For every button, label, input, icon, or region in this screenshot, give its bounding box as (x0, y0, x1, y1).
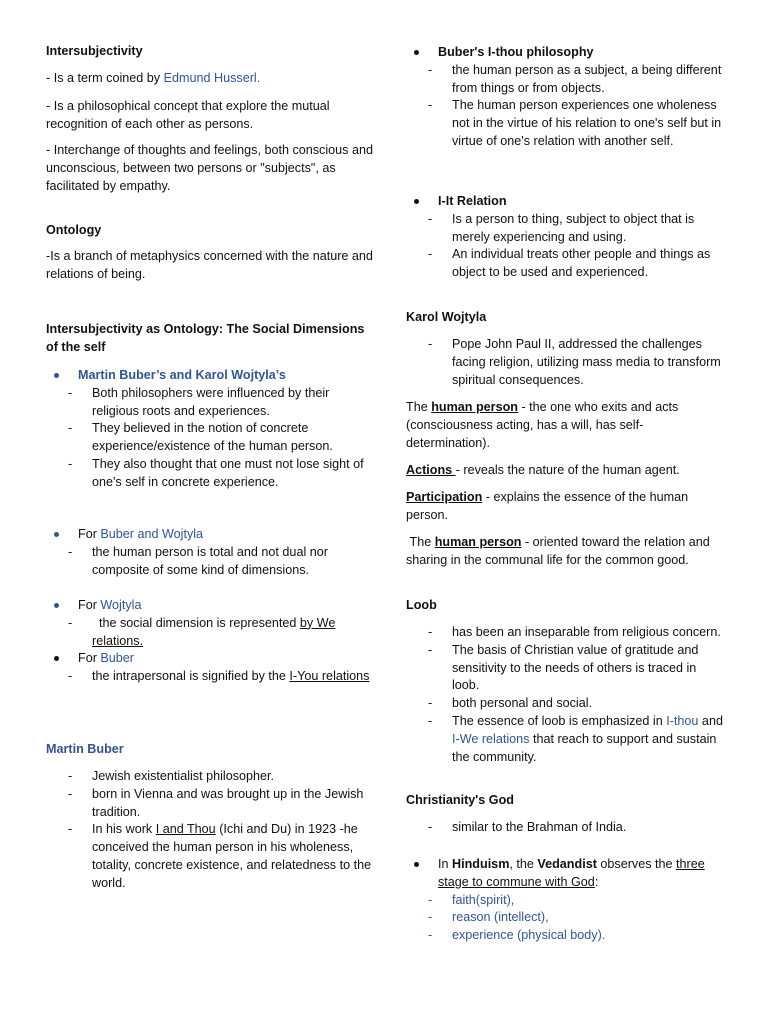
intersubjectivity-section (46, 43, 376, 61)
list-item: - experience (physical body). (428, 928, 606, 943)
loob-heading: Loob (406, 598, 437, 612)
bullet-icon (414, 856, 419, 874)
husserl-link: Edmund Husserl. (163, 71, 261, 85)
bullet-icon (414, 193, 419, 211)
list-item: - born in Vienna and was brought up in the Jewish tradition. (68, 786, 364, 819)
list-item: - the intrapersonal is signified by the I-You relations (68, 668, 370, 683)
bullet-for-buber: For Buber - the intrapersonal is signified by the I-You relations (46, 650, 376, 686)
list-item: - Is a person to thing, subject to object that is merely experiencing and using. (428, 211, 695, 244)
list-item: - Pope John Paul II, addressed the challenges facing religion, utilizing mass media to transform spiritual consequences. (428, 337, 721, 387)
christianity-god-heading: Christianity's God (406, 793, 514, 807)
list-item: - An individual treats other people and things as object to be used and experienced. (428, 247, 711, 280)
bullet-icon (54, 526, 59, 544)
bullet-for-wojtyla: For Wojtyla - the social dimension is represented by We relations. (46, 597, 376, 650)
human-person-def-2: The human person - oriented toward the relation and sharing in the communal life for the common good. (406, 535, 710, 567)
karol-wojtyla-list (406, 336, 724, 389)
ontology-p1: -Is a branch of metaphysics concerned with the nature and relations of being. (46, 249, 373, 281)
iit-section: I-It Relation - Is a person to thing, subject to object that is merely experiencing and using. - An individual treats other people and things as object to be used and experienced. (406, 193, 724, 282)
bullet-buber-wojtyla: Martin Buber’s and Karol Wojtyla’s - Both philosophers were influenced by their religious roots and experiences. - They believed in the notion of concrete experience/existence of the human person. - They also thought that one must not lose sight of one's self in concrete experience. (46, 367, 376, 492)
karol-wojtyla-heading: Karol Wojtyla (406, 310, 487, 324)
bullet-icon (54, 367, 59, 385)
list-item: - has been an inseparable from religious concern. (428, 625, 721, 639)
bullet-for-buber-and-wojtyla: For Buber and Wojtyla - the human person is total and not dual nor composite of some kind of dimensions. (46, 526, 376, 579)
bullet-icon (54, 597, 59, 615)
list-item: - The essence of loob is emphasized in I-thou and I-We relations that reach to support and sustain the community. (428, 713, 723, 764)
list-item: - They also thought that one must not lose sight of one's self in concrete experience. (68, 456, 364, 489)
christianity-god-list (406, 819, 724, 837)
list-item: - the social dimension is represented by We relations. (68, 615, 336, 648)
list-item: - The human person experiences one wholeness not in the virtue of his relation to one's self but in virtue of one's relation with another self. (428, 98, 722, 148)
list-item: - Both philosophers were influenced by their religious roots and experiences. (68, 385, 330, 418)
list-item: - faith(spirit), (428, 892, 515, 907)
ithou-section: Buber's I-thou philosophy - the human person as a subject, a being different from things or from objects. - The human person experiences one wholeness not in the virtue of his relation to one's self but in virtue of one's relation with another self. (406, 44, 724, 151)
list-item: - both personal and social. (428, 696, 593, 711)
bullet-icon (54, 650, 59, 668)
list-item: - similar to the Brahman of India. (428, 820, 627, 834)
martin-buber-list (46, 768, 376, 893)
intersubjectivity-p3: - Interchange of thoughts and feelings, both conscious and unconscious, between two persons or "subjects", as facilitated by empathy. (46, 143, 373, 193)
list-item: - the human person as a subject, a being different from things or from objects. (428, 62, 722, 95)
social-dimensions-heading: Intersubjectivity as Ontology: The Social Dimensions of the self (46, 322, 365, 354)
human-person-def-1: The human person - the one who exits and acts (consciousness acting, has a will, has self-determination). (406, 400, 679, 450)
participation-def: Participation - explains the essence of the human person. (406, 490, 689, 522)
intersubjectivity-p1: - Is a term coined by Edmund Husserl. (46, 71, 261, 85)
intersubjectivity-heading: Intersubjectivity (46, 44, 143, 58)
intersubjectivity-p2: - Is a philosophical concept that explore the mutual recognition of each other as persons. (46, 99, 330, 131)
hinduism-bullet: In Hinduism, the Vedandist observes the three stage to commune with God: - faith(spirit), - reason (intellect), - experience (physical body). (406, 856, 724, 945)
list-item: - In his work I and Thou (Ichi and Du) in 1923 -he conceived the human person in his wholeness, totality, concrete existence, and relatedness to the world. (68, 822, 372, 890)
list-item: - Jewish existentialist philosopher. (68, 769, 275, 783)
list-item: - reason (intellect), (428, 910, 549, 925)
list-item: - The basis of Christian value of gratitude and sensitivity to the needs of others is traced in loob. (428, 642, 699, 693)
martin-buber-heading: Martin Buber (46, 742, 124, 756)
list-item: - They believed in the notion of concrete experience/existence of the human person. (68, 421, 333, 454)
actions-def: Actions - reveals the nature of the human agent. (406, 463, 680, 477)
ontology-heading: Ontology (46, 223, 102, 237)
bullet-icon (414, 44, 419, 62)
loob-list (406, 624, 724, 766)
list-item: - the human person is total and not dual nor composite of some kind of dimensions. (68, 544, 328, 577)
